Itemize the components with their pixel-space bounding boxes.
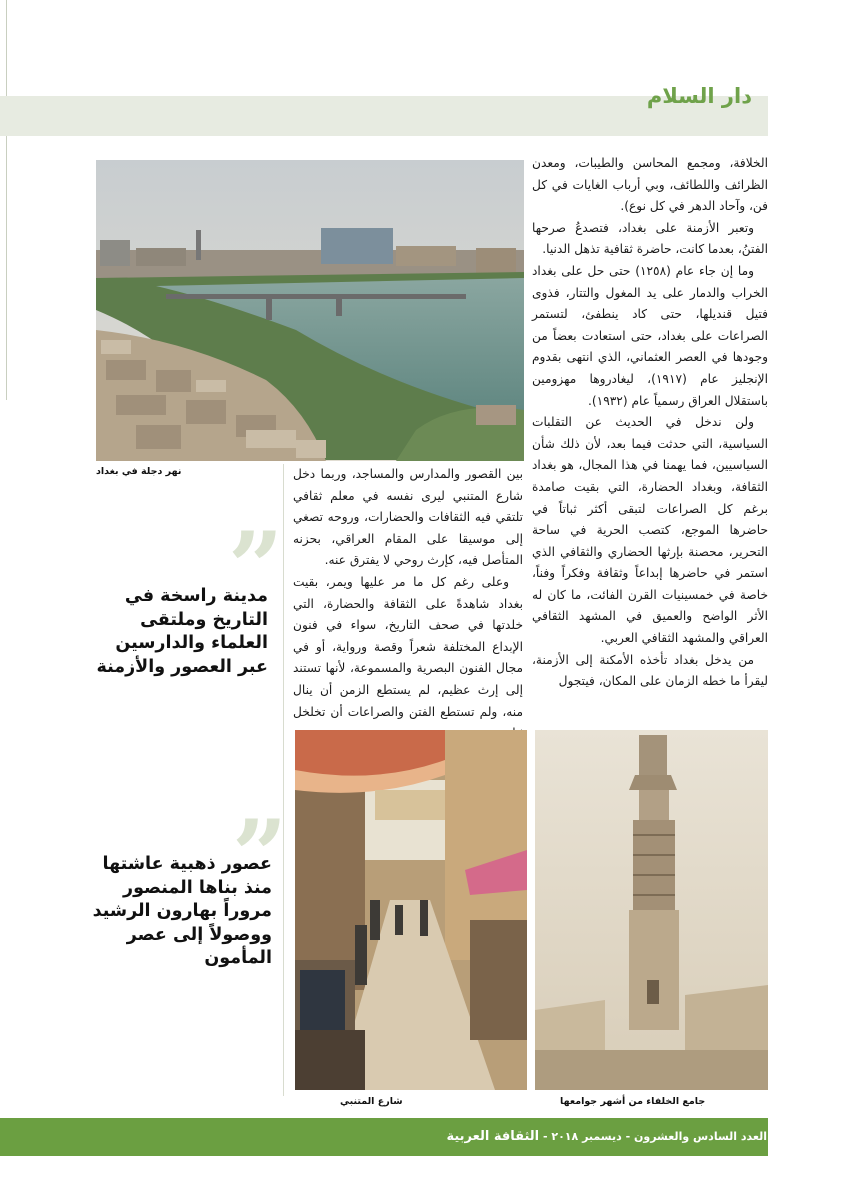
pull-quote: عصور ذهبية عاشتها منذ بناها المنصور مروراً بهارون الرشيد ووصولاً إلى عصر المأمون <box>92 854 272 968</box>
page-number: ٤٦ <box>771 1127 787 1142</box>
paragraph: وعلى رغم كل ما مر عليها ويمر، بقيت بغداد شاهدةً على الثقافة والحضارة، التي خلدتها في صحف التاريخ، سواء في فنون الإبداع المختلفة شعراً وقصة ورواية، أو في مجال الفنون البصرية والمسموعة، لأنها تستند إلى إرث عظيم، لم يستطع الزمن أن ينال منه، ولم تستطع الفتن والصراعات أن تخلخل <box>293 574 523 719</box>
paragraph: ولن ندخل في الحديث عن التقلبات السياسية، التي حدثت فيما بعد، لأن ذلك شأن السياسيين، فما يهمنا في هذا المجال، هو بغداد الثقافة، وبغداد الحضارة، التي بقيت صامدة برغم كل الصراعات لتبقى أكثر ثباتاً في حاضرها الموجع، كتصب الحرية في ساحة التحرير، محصنة بإرثها الحضاري والثقافي الذي استمر في حاضرها إبداعاً وثقافة وفكراً وفناً، خاصة في خمسينيات القرن الفائت، ما كان له الأثر الواضح والعميق في المشهد الثقافي العراقي والمشهد الثقافي العربي. <box>532 415 768 646</box>
caption-river: نهر دجلة في بغداد <box>96 466 182 477</box>
footer-magazine-name: الثقافة العربية <box>446 1129 540 1144</box>
paragraph: وما إن جاء عام (١٢٥٨) حتى حل على بغداد الخراب والدمار على يد المغول والتتار، فذوى فتيل قنديلها، حتى كاد ينطفئ، لتستمر الصراعات على بغداد، حتى استعادت بعضاً من وجودها في العصر العثماني، الذي انتهى بقدوم الإنجليز عام (١٩١٧)، ليغادروها مهزومين باستقلال العراق رسمياً عام (١٩٣٢). <box>532 263 768 408</box>
footer-issue <box>442 1129 767 1144</box>
page-edge-rule <box>6 0 7 400</box>
caption-minaret: جامع الخلفاء من أشهر جوامعها <box>560 1096 706 1107</box>
paragraph: بين القصور والمدارس والمساجد، وربما دخل شارع المتنبي ليرى نفسه في معلم ثقافي تلتقي فيه الثقافات والحضارات، وروحه تصغي إلى موسيقا على المقام العراقي، بحزنه المتأصل فيه، كإرث روحي لا يفترق عنه. <box>293 467 523 568</box>
quote-mark-icon: ” <box>228 511 284 624</box>
paragraph: الخلافة، ومجمع المحاسن والطيبات، ومعدن الظرائف واللطائف، وبي أرباب الغايات في كل فن، وآحاد الدهر في كل نوع). <box>532 156 768 214</box>
tigris-river-photo <box>96 160 524 461</box>
mutanabbi-street-photo <box>295 730 527 1090</box>
quote-mark-icon: ” <box>232 799 288 912</box>
paragraph: من يدخل بغداد تأخذه الأمكنة إلى الأزمنة، ليقرأ ما خطه الزمان على المكان، فيتجول <box>532 652 768 689</box>
text-column-middle <box>293 464 523 722</box>
paragraph: وتعبر الأزمنة على بغداد، فتصدعُ صرحها الفتنُ، بعدما كانت، حاضرة ثقافية تذهل الدنيا. <box>532 220 768 257</box>
caption-market: شارع المتنبي <box>340 1096 403 1107</box>
pull-quote: مدينة راسخة في التاريخ وملتقى العلماء والدارسين عبر العصور والأزمنة <box>96 586 268 677</box>
caliphs-mosque-minaret-photo <box>535 730 768 1090</box>
text-column-right <box>532 153 768 718</box>
section-title: دار السلام <box>646 84 752 108</box>
footer-issue-text: العدد السادس والعشرون - ديسمبر ٢٠١٨ - <box>542 1130 767 1143</box>
